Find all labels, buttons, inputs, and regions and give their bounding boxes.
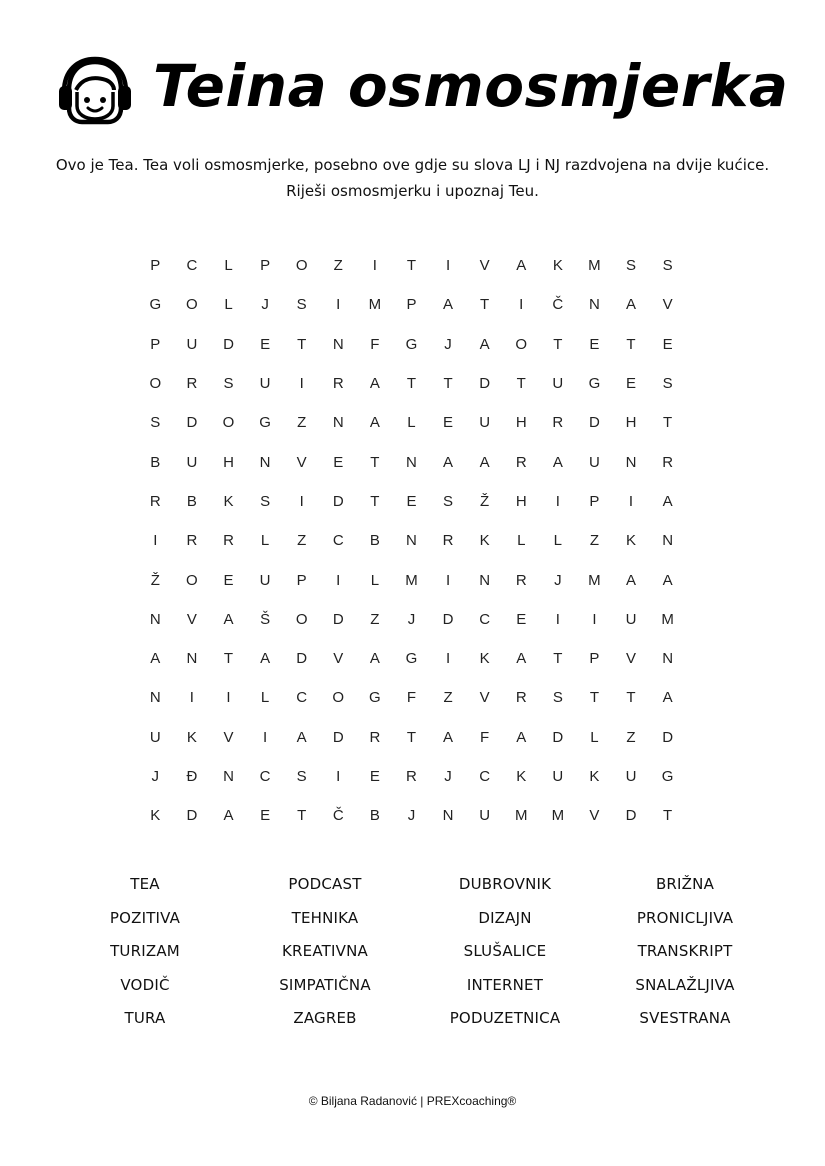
word-list-item: PODCAST (288, 875, 362, 893)
intro-line: Ovo je Tea. Tea voli osmosmjerke, posebno ove gdje su slova LJ i NJ razdvojena na dvije kućice. (55, 156, 770, 174)
grid-cell[interactable]: I (628, 492, 634, 510)
grid-cell[interactable]: C (186, 257, 198, 275)
grid-cell[interactable]: I (299, 375, 304, 393)
grid-cell[interactable]: L (260, 689, 270, 707)
grid-cell[interactable]: S (296, 768, 307, 785)
word-list-item: POZITIVA (109, 908, 181, 927)
grid-cell[interactable]: I (336, 571, 341, 589)
grid-cell[interactable]: N (662, 650, 674, 668)
word-list-item: SLUŠALICE (463, 942, 547, 960)
grid-cell[interactable]: N (406, 532, 417, 550)
grid-cell[interactable]: I (592, 610, 597, 628)
grid-cell[interactable]: L (224, 296, 233, 314)
grid-cell[interactable]: U (625, 768, 637, 785)
word-list-item: VODIČ (120, 975, 170, 994)
grid-cell[interactable]: U (186, 335, 198, 353)
grid-cell[interactable]: V (479, 689, 490, 707)
grid-cell[interactable]: T (626, 335, 636, 353)
grid-cell[interactable]: L (407, 414, 416, 432)
grid-cell[interactable]: F (480, 728, 490, 746)
grid-cell[interactable]: J (261, 296, 269, 314)
grid-cell[interactable]: K (150, 807, 161, 825)
grid-cell[interactable]: A (662, 492, 673, 510)
grid-cell[interactable]: N (589, 296, 600, 314)
grid-cell[interactable]: P (296, 571, 307, 589)
word-list (55, 868, 795, 1036)
grid-cell[interactable]: I (299, 492, 304, 510)
grid-cell[interactable]: T (406, 728, 417, 746)
grid-cell[interactable]: G (259, 414, 271, 432)
grid-cell[interactable]: T (370, 453, 380, 471)
grid-cell[interactable]: N (332, 414, 344, 432)
grid-cell[interactable]: I (445, 650, 451, 668)
grid-cell[interactable]: E (516, 610, 527, 628)
word-list-item: ZAGREB (293, 1009, 357, 1027)
grid-cell[interactable]: D (296, 650, 308, 668)
page-title: Teina osmosmjerka (153, 52, 789, 120)
grid-cell[interactable]: N (662, 532, 674, 550)
grid-cell[interactable]: J (407, 807, 416, 825)
grid-cell[interactable]: N (149, 610, 161, 628)
grid-cell[interactable]: E (443, 414, 454, 432)
grid-cell[interactable]: M (405, 571, 418, 589)
grid-cell[interactable]: D (332, 728, 344, 746)
grid-cell[interactable]: D (186, 807, 198, 825)
grid-cell[interactable]: Č (332, 807, 344, 825)
grid-cell[interactable]: P (260, 257, 271, 275)
grid-cell[interactable]: M (588, 571, 601, 589)
grid-cell[interactable]: U (589, 453, 600, 471)
grid-cell[interactable]: U (479, 807, 491, 825)
grid-cell[interactable]: P (406, 296, 417, 314)
word-list-item: DUBROVNIK (458, 875, 552, 893)
grid-cell[interactable]: A (223, 610, 234, 628)
grid-cell[interactable]: S (443, 492, 454, 510)
grid-cell[interactable]: U (259, 571, 271, 589)
grid-cell[interactable]: R (223, 532, 234, 550)
girl-with-headphones-icon (58, 56, 132, 128)
grid-cell[interactable]: V (333, 650, 344, 668)
grid-cell[interactable]: U (552, 375, 564, 393)
grid-cell[interactable]: V (662, 296, 673, 314)
grid-cell[interactable]: I (262, 728, 268, 746)
word-search-grid (137, 246, 686, 835)
grid-cell[interactable]: J (151, 768, 160, 785)
grid-cell[interactable]: A (369, 650, 380, 668)
grid-cell[interactable]: Ž (150, 571, 160, 589)
grid-cell[interactable]: U (186, 453, 198, 471)
grid-cell[interactable]: N (332, 335, 344, 353)
grid-cell[interactable]: S (223, 375, 234, 393)
grid-cell[interactable]: J (444, 335, 452, 353)
grid-cell[interactable]: I (226, 689, 231, 707)
grid-cell[interactable]: T (223, 650, 234, 668)
grid-cell[interactable]: N (442, 807, 454, 825)
grid-cell[interactable]: L (517, 532, 526, 550)
grid-cell[interactable]: K (479, 532, 490, 550)
grid-cell[interactable]: I (555, 610, 560, 628)
grid-cell[interactable]: I (519, 296, 524, 314)
grid-cell[interactable]: I (555, 492, 560, 510)
grid-cell[interactable]: G (588, 375, 601, 393)
grid-cell[interactable]: L (553, 532, 562, 550)
grid-cell[interactable]: O (295, 610, 308, 628)
grid-cell[interactable]: K (186, 728, 197, 746)
word-list-item: TRANSKRIPT (637, 942, 733, 960)
grid-cell[interactable]: A (516, 728, 527, 746)
grid-cell[interactable]: H (223, 453, 234, 471)
grid-cell[interactable]: A (443, 728, 454, 746)
grid-cell[interactable]: D (589, 414, 600, 432)
grid-cell[interactable]: I (153, 532, 158, 550)
grid-cell[interactable]: G (149, 296, 162, 314)
grid-cell[interactable]: C (479, 768, 491, 785)
grid-cell[interactable]: S (296, 296, 307, 314)
grid-cell[interactable]: M (551, 807, 565, 825)
grid-cell[interactable]: A (369, 414, 380, 432)
grid-cell[interactable]: O (186, 571, 198, 589)
grid-cell[interactable]: F (406, 689, 417, 707)
grid-cell[interactable]: B (369, 807, 380, 825)
grid-cell[interactable]: S (662, 375, 673, 393)
grid-cell[interactable]: U (259, 375, 271, 393)
grid-cell[interactable]: C (296, 689, 308, 707)
grid-cell[interactable]: E (626, 375, 637, 393)
grid-cell[interactable]: A (369, 375, 380, 393)
grid-cell[interactable]: R (515, 689, 527, 707)
grid-cell[interactable]: O (295, 257, 308, 275)
grid-cell[interactable]: K (516, 768, 527, 785)
grid-cell[interactable]: P (150, 335, 161, 353)
word-list-item: TURIZAM (110, 942, 180, 960)
grid-cell[interactable]: T (553, 650, 563, 668)
grid-cell[interactable]: N (259, 453, 271, 471)
grid-cell[interactable]: D (223, 335, 234, 353)
grid-cell[interactable]: N (625, 453, 637, 471)
grid-cell[interactable]: K (479, 650, 490, 668)
grid-cell[interactable]: O (332, 689, 345, 707)
grid-cell[interactable]: C (332, 532, 344, 550)
grid-cell[interactable]: A (260, 650, 271, 668)
grid-cell[interactable]: A (516, 257, 527, 275)
grid-cell[interactable]: A (150, 650, 161, 668)
grid-cell[interactable]: A (626, 571, 637, 589)
grid-cell[interactable]: K (589, 768, 600, 785)
grid-cell[interactable]: D (552, 728, 564, 746)
grid-cell[interactable]: E (260, 335, 271, 353)
intro-text (40, 152, 785, 204)
grid-cell[interactable]: N (223, 768, 234, 785)
grid-cell[interactable]: E (260, 807, 271, 825)
grid-cell[interactable]: E (223, 571, 234, 589)
grid-cell[interactable]: E (589, 335, 600, 353)
word-list-item: SIMPATIČNA (279, 975, 371, 994)
grid-cell[interactable]: O (149, 375, 162, 393)
grid-cell[interactable]: G (369, 689, 381, 707)
grid-cell[interactable]: A (443, 296, 454, 314)
grid-cell[interactable]: R (662, 453, 674, 471)
grid-cell[interactable]: A (516, 650, 527, 668)
grid-cell[interactable]: M (661, 610, 674, 628)
grid-cell[interactable]: Z (626, 728, 636, 746)
grid-cell[interactable]: R (332, 375, 344, 393)
grid-cell[interactable]: I (336, 296, 341, 314)
grid-cell[interactable]: E (369, 768, 380, 785)
grid-cell[interactable]: R (186, 375, 198, 393)
grid-cell[interactable]: L (224, 257, 233, 275)
grid-cell[interactable]: Z (297, 532, 307, 550)
grid-cell[interactable]: Z (589, 532, 599, 550)
intro-line: Riješi osmosmjerku i upoznaj Teu. (286, 182, 539, 200)
grid-cell[interactable]: H (625, 414, 637, 432)
grid-cell[interactable]: U (552, 768, 564, 785)
grid-cell[interactable]: K (223, 492, 234, 510)
grid-cell[interactable]: T (589, 689, 599, 707)
grid-cell[interactable]: A (296, 728, 307, 746)
grid-cell[interactable]: J (444, 768, 452, 785)
word-list-item: PRONICLJIVA (636, 908, 734, 927)
grid-cell[interactable]: N (186, 650, 198, 668)
grid-cell[interactable]: T (553, 335, 563, 353)
grid-cell[interactable]: A (552, 453, 563, 471)
grid-cell[interactable]: D (332, 610, 344, 628)
word-list-item: PODUZETNICA (449, 1009, 561, 1027)
grid-cell[interactable]: T (663, 807, 673, 825)
word-list-item: SVESTRANA (639, 1009, 731, 1027)
grid-cell[interactable]: E (333, 453, 344, 471)
grid-cell[interactable]: R (552, 414, 564, 432)
grid-cell[interactable]: R (149, 492, 161, 510)
grid-cell[interactable]: A (479, 453, 490, 471)
grid-cell[interactable]: M (514, 807, 528, 825)
grid-cell[interactable]: T (406, 375, 417, 393)
grid-cell[interactable]: R (442, 532, 454, 550)
grid-cell[interactable]: D (332, 492, 344, 510)
grid-cell[interactable]: G (661, 768, 674, 785)
grid-cell[interactable]: R (515, 453, 527, 471)
grid-cell[interactable]: A (626, 296, 637, 314)
header (58, 48, 789, 132)
grid-cell[interactable]: D (442, 610, 454, 628)
grid-cell[interactable]: G (405, 650, 418, 668)
grid-cell[interactable]: Z (370, 610, 380, 628)
grid-cell[interactable]: V (479, 257, 490, 275)
grid-cell[interactable]: V (186, 610, 197, 628)
grid-cell[interactable]: A (443, 453, 454, 471)
grid-cell[interactable]: S (662, 257, 673, 275)
grid-cell[interactable]: H (515, 492, 527, 510)
grid-cell[interactable]: S (150, 414, 161, 432)
grid-cell[interactable]: J (407, 610, 416, 628)
grid-cell[interactable]: V (223, 728, 234, 746)
grid-cell[interactable]: U (149, 728, 161, 746)
grid-cell[interactable]: T (406, 257, 417, 275)
grid-cell[interactable]: M (368, 296, 382, 314)
grid-cell[interactable]: S (626, 257, 637, 275)
word-list-item: TEHNIKA (291, 908, 359, 927)
word-list-item: TURA (124, 1009, 166, 1027)
grid-cell[interactable]: B (150, 453, 161, 471)
grid-cell[interactable]: V (296, 453, 307, 471)
grid-cell[interactable]: L (370, 571, 380, 589)
grid-cell[interactable]: R (406, 768, 417, 785)
grid-cell[interactable]: A (662, 571, 673, 589)
grid-cell[interactable]: I (445, 571, 451, 589)
word-list-item: SNALAŽLJIVA (635, 975, 735, 994)
grid-cell[interactable]: O (515, 335, 528, 353)
grid-cell[interactable]: V (589, 807, 600, 825)
grid-cell[interactable]: L (590, 728, 599, 746)
word-list-item: DIZAJN (478, 908, 532, 927)
grid-cell[interactable]: J (554, 571, 562, 589)
grid-cell[interactable]: A (223, 807, 234, 825)
grid-cell[interactable]: G (405, 335, 418, 353)
grid-cell[interactable]: T (297, 807, 307, 825)
grid-cell[interactable]: I (189, 689, 194, 707)
grid-cell[interactable]: V (626, 650, 637, 668)
grid-cell[interactable]: D (186, 414, 198, 432)
grid-cell[interactable]: U (479, 414, 491, 432)
grid-cell[interactable]: I (445, 257, 451, 275)
word-list-item: KREATIVNA (282, 942, 368, 960)
grid-cell[interactable]: S (552, 689, 563, 707)
grid-cell[interactable]: L (260, 532, 270, 550)
grid-cell[interactable]: N (479, 571, 491, 589)
grid-cell[interactable]: Š (260, 610, 271, 628)
grid-cell[interactable]: B (369, 532, 380, 550)
grid-cell[interactable]: P (589, 492, 600, 510)
grid-cell[interactable]: I (336, 768, 341, 785)
grid-cell[interactable]: T (626, 689, 636, 707)
grid-cell[interactable]: O (222, 414, 235, 432)
word-list-item: TEA (130, 875, 160, 893)
grid-cell[interactable]: Z (297, 414, 307, 432)
word-list-item: INTERNET (466, 975, 544, 994)
grid-cell[interactable]: N (149, 689, 161, 707)
grid-cell[interactable]: O (186, 296, 198, 314)
grid-cell[interactable]: S (260, 492, 271, 510)
grid-cell[interactable]: C (259, 768, 271, 785)
grid-cell[interactable]: T (480, 296, 490, 314)
grid-cell[interactable]: Đ (186, 768, 198, 785)
grid-cell[interactable]: T (663, 414, 673, 432)
grid-cell[interactable]: Ž (480, 492, 490, 510)
grid-cell[interactable]: H (515, 414, 527, 432)
word-list-item: BRIŽNA (655, 875, 715, 893)
grid-cell[interactable]: E (406, 492, 417, 510)
grid-cell[interactable]: T (297, 335, 307, 353)
grid-cell[interactable]: K (552, 257, 563, 275)
grid-cell[interactable]: E (662, 335, 673, 353)
grid-cell[interactable]: C (479, 610, 491, 628)
grid-cell[interactable]: Z (333, 257, 343, 275)
grid-cell[interactable]: U (625, 610, 637, 628)
grid-cell[interactable]: D (662, 728, 674, 746)
grid-cell[interactable]: Č (552, 296, 564, 314)
grid-cell[interactable]: R (515, 571, 527, 589)
grid-cell[interactable]: M (588, 257, 601, 275)
grid-cell[interactable]: R (186, 532, 198, 550)
grid-cell[interactable]: P (589, 650, 600, 668)
grid-cell[interactable]: P (150, 257, 161, 275)
grid-cell[interactable]: F (370, 335, 380, 353)
grid-cell[interactable]: T (370, 492, 380, 510)
grid-cell[interactable]: T (443, 375, 453, 393)
grid-cell[interactable]: N (406, 453, 417, 471)
grid-cell[interactable]: D (625, 807, 637, 825)
grid-cell[interactable]: K (626, 532, 637, 550)
grid-cell[interactable]: T (516, 375, 526, 393)
grid-cell[interactable]: Z (443, 689, 453, 707)
grid-cell[interactable]: A (479, 335, 490, 353)
grid-cell[interactable]: A (662, 689, 673, 707)
footer-credit: © Biljana Radanović | PREXcoaching® (308, 1094, 517, 1108)
grid-cell[interactable]: R (369, 728, 381, 746)
grid-cell[interactable]: D (479, 375, 491, 393)
grid-cell[interactable]: B (186, 492, 197, 510)
grid-cell[interactable]: I (372, 257, 377, 275)
